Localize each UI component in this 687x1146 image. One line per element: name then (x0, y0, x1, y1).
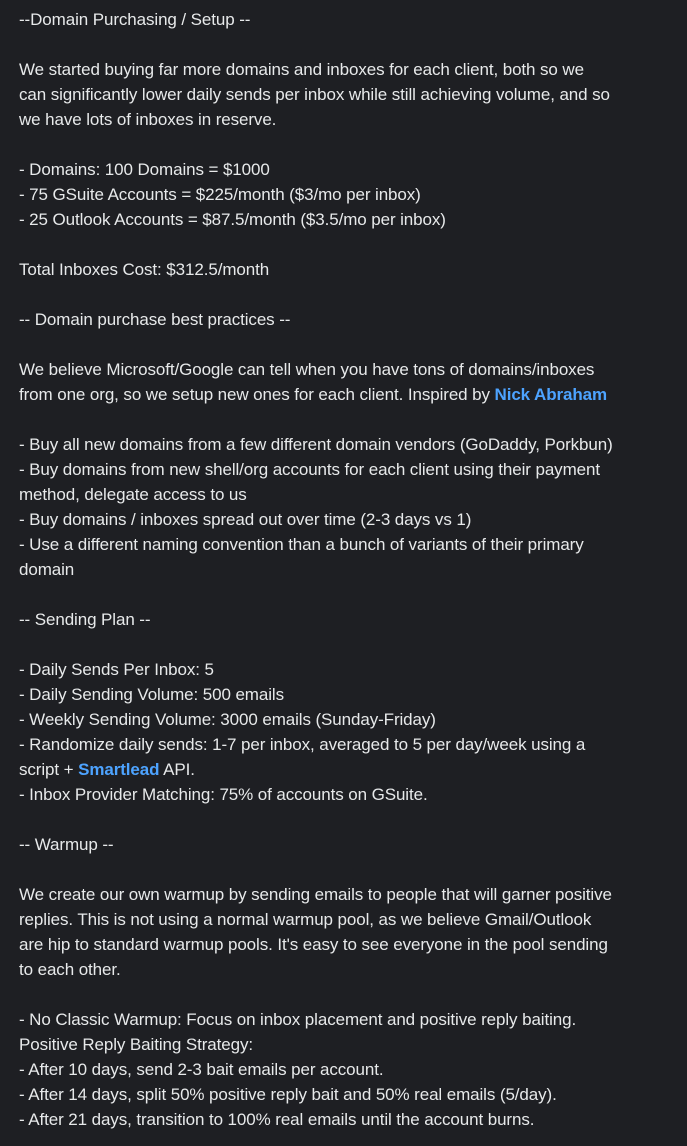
practice-item: method, delegate access to us (19, 485, 247, 504)
spacer (19, 857, 679, 882)
practice-item: - Buy domains / inboxes spread out over time (2-3 days vs 1) (19, 510, 472, 529)
paragraph-line: can significantly lower daily sends per inbox while still achieving volume, and so (19, 85, 610, 104)
spacer (19, 407, 679, 432)
spacer (19, 807, 679, 832)
spacer (19, 332, 679, 357)
spacer (19, 32, 679, 57)
warmup-item: - After 14 days, split 50% positive reply bait and 50% real emails (5/day). (19, 1085, 557, 1104)
spacer (19, 582, 679, 607)
paragraph-line: are hip to standard warmup pools. It's easy to see everyone in the pool sending (19, 935, 608, 954)
section-heading-best-practices: -- Domain purchase best practices -- (19, 310, 291, 329)
spacer (19, 632, 679, 657)
plan-item: - Weekly Sending Volume: 3000 emails (Sunday-Friday) (19, 710, 436, 729)
plan-item: - Daily Sending Volume: 500 emails (19, 685, 284, 704)
paragraph-text: from one org, so we setup new ones for each client. Inspired by (19, 385, 495, 404)
practice-item: - Use a different naming convention than a bunch of variants of their primary (19, 535, 584, 554)
plan-item: - Daily Sends Per Inbox: 5 (19, 660, 214, 679)
spacer (19, 232, 679, 257)
practice-item: - Buy all new domains from a few different domain vendors (GoDaddy, Porkbun) (19, 435, 613, 454)
paragraph-line: We create our own warmup by sending emails to people that will garner positive (19, 885, 612, 904)
paragraph-line: replies. This is not using a normal warmup pool, as we believe Gmail/Outlook (19, 910, 592, 929)
practice-item: domain (19, 560, 75, 579)
cost-item: - 75 GSuite Accounts = $225/month ($3/mo per inbox) (19, 185, 421, 204)
paragraph-line: We believe Microsoft/Google can tell when you have tons of domains/inboxes (19, 360, 595, 379)
section-heading-domain: --Domain Purchasing / Setup -- (19, 10, 251, 29)
post-body (19, 7, 679, 1132)
paragraph-line: we have lots of inboxes in reserve. (19, 110, 277, 129)
section-heading-sending-plan: -- Sending Plan -- (19, 610, 151, 629)
mention-link-nick-abraham[interactable]: Nick Abraham (494, 385, 608, 404)
plan-item: - Randomize daily sends: 1-7 per inbox, averaged to 5 per day/week using a (19, 735, 586, 754)
total-cost: Total Inboxes Cost: $312.5/month (19, 260, 270, 279)
plan-item (19, 757, 679, 782)
warmup-item: Positive Reply Baiting Strategy: (19, 1035, 253, 1054)
spacer (19, 982, 679, 1007)
cost-item: - Domains: 100 Domains = $1000 (19, 160, 270, 179)
paragraph-line (19, 382, 679, 407)
cost-item: - 25 Outlook Accounts = $87.5/month ($3.5/mo per inbox) (19, 210, 446, 229)
warmup-item: - No Classic Warmup: Focus on inbox placement and positive reply baiting. (19, 1010, 577, 1029)
plan-item: - Inbox Provider Matching: 75% of accounts on GSuite. (19, 785, 428, 804)
mention-link-smartlead[interactable]: Smartlead (78, 760, 160, 779)
section-heading-warmup: -- Warmup -- (19, 835, 114, 854)
plan-text: script + (19, 760, 79, 779)
paragraph-line: to each other. (19, 960, 121, 979)
plan-text: API. (159, 760, 195, 779)
warmup-item: - After 10 days, send 2-3 bait emails per account. (19, 1060, 384, 1079)
spacer (19, 132, 679, 157)
spacer (19, 282, 679, 307)
paragraph-line: We started buying far more domains and inboxes for each client, both so we (19, 60, 584, 79)
practice-item: - Buy domains from new shell/org accounts for each client using their payment (19, 460, 600, 479)
warmup-item: - After 21 days, transition to 100% real emails until the account burns. (19, 1110, 535, 1129)
